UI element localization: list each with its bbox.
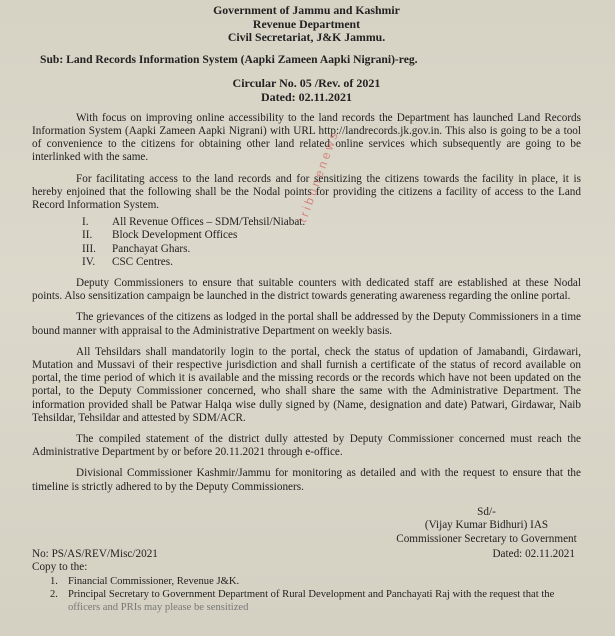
copy-to-list xyxy=(50,575,581,615)
list-item: III. Panchayat Ghars. xyxy=(82,242,191,255)
paragraph-1: With focus on improving online accessibility to the land records the Department has launched Land Records Information System (Aapki Zameen Aapki Nigrani) with URL http://landrecords.jk.gov.in. This also is going to be a tool of convenience to the citizens for obtaining other land related online services which subsequently are going to be interlinked with the same. xyxy=(32,111,581,164)
list-item: IV. CSC Centres. xyxy=(82,255,173,268)
letterhead xyxy=(32,4,581,45)
list-item: 1. Financial Commissioner, Revenue J&K. xyxy=(50,575,240,587)
paragraph-7: Divisional Commissioner Kashmir/Jammu for monitoring as detailed and with the request to ensure that the timeline is strictly adhered to by the Deputy Commissioners. xyxy=(32,467,581,493)
copy-to-label: Copy to the: xyxy=(32,561,88,574)
circular-date: Dated: 02.11.2021 xyxy=(261,89,352,104)
paragraph-2: For facilitating access to the land records and for sensitizing the citizens towards the facility in place, it is hereby enjoined that the following shall be the Nodal points for providing the citizens a facility of access to the Land Record Information System. xyxy=(32,172,581,211)
govt-name: Government of Jammu and Kashmir xyxy=(213,3,400,17)
circular-heading xyxy=(32,76,581,104)
watermark: tribunenews xyxy=(295,127,342,225)
list-item: II. Block Development Offices xyxy=(82,229,238,242)
nodal-points-list xyxy=(82,216,581,269)
signature-sd: Sd/- xyxy=(477,505,496,518)
signatory-name: (Vijay Kumar Bidhuri) IAS xyxy=(424,519,549,532)
circular-number: Circular No. 05 /Rev. of 2021 xyxy=(232,75,381,90)
reference-row xyxy=(32,548,581,561)
reference-number: No: PS/AS/REV/Misc/2021 xyxy=(32,548,158,561)
list-item: I. All Revenue Offices – SDM/Tehsil/Niabat. xyxy=(82,216,306,229)
list-item: officers and PRIs may please be sensitized xyxy=(68,602,249,614)
signature-date: Dated: 02.11.2021 xyxy=(492,548,575,561)
department-name: Revenue Department xyxy=(252,16,361,31)
list-item: 2. Principal Secretary to Government Department of Rural Development and Panchayati Raj with the request that the xyxy=(50,588,555,600)
subject-line: Sub: Land Records Information System (Aapki Zameen Aapki Nigrani)-reg. xyxy=(40,52,418,66)
paragraph-3: Deputy Commissioners to ensure that suitable counters with dedicated staff are established at these Nodal points. Also sensitization campaign be launched in the district towards generating awareness regarding the online portal. xyxy=(32,276,581,303)
office-address: Civil Secretariat, J&K Jammu. xyxy=(227,30,386,44)
signatory-designation: Commissioner Secretary to Government xyxy=(396,532,577,545)
paragraph-6: The compiled statement of the district dully attested by Deputy Commissioner concerned must reach the Administrative Department by or before 20.11.2021 through e-office. xyxy=(32,432,581,459)
signature-block xyxy=(392,506,581,547)
paragraph-5: All Tehsildars shall mandatorily login to the portal, check the status of updation of Jamabandi, Girdawari, Mutation and Mussavi of their respective jurisdiction and shall furnish a certificate of the status of record available on portal, the time period of which it is available and the missing records or the records which have not been updated on the portal, to the Deputy Commissioner concerned, who shall share the same with the Administrative Department. The information provided shall be Patwar Halqa wise dully signed by (Name, designation and date) Patwari, Girdawar, Naib Tehsildar, Tehsildar and attested by SDM/ACR. xyxy=(32,345,581,424)
paragraph-4: The grievances of the citizens as lodged in the portal shall be addressed by the Deputy Commissioners in a time bound manner with appraisal to the Administrative Department on weekly basis. xyxy=(32,311,581,337)
